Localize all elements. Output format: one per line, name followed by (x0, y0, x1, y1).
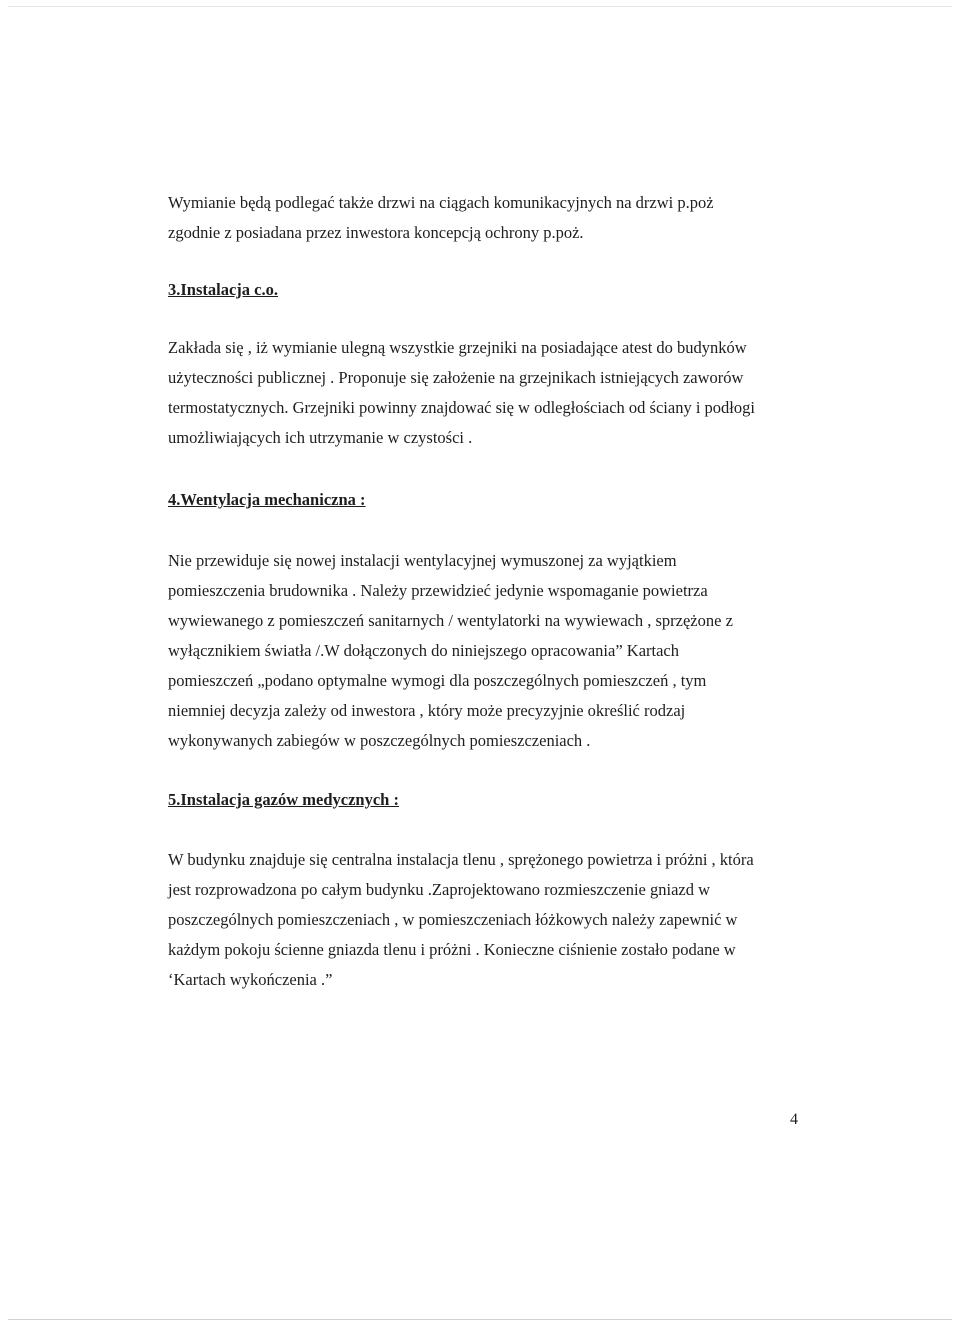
section-3-body (168, 333, 828, 453)
text-line: jest rozprowadzona po całym budynku .Zaprojektowano rozmieszczenie gniazd w (168, 880, 711, 899)
text-line: W budynku znajduje się centralna instalacja tlenu , sprężonego powietrza i próżni , która (168, 850, 754, 869)
text-line: Nie przewiduje się nowej instalacji wentylacyjnej wymuszonej za wyjątkiem (168, 551, 677, 570)
intro-paragraph (168, 188, 828, 248)
text-line: zgodnie z posiadana przez inwestora koncepcją ochrony p.poż. (168, 223, 584, 242)
page-bottom-edge (8, 1319, 952, 1320)
text-line: pomieszczenia brudownika . Należy przewidzieć jedynie wspomaganie powietrza (168, 581, 708, 600)
text-line: poszczególnych pomieszczeniach , w pomieszczeniach łóżkowych należy zapewnić w (168, 910, 738, 929)
intro-block (168, 188, 828, 248)
section-4-heading-block (168, 490, 828, 510)
text-line: wywiewanego z pomieszczeń sanitarnych / wentylatorki na wywiewach , sprzężone z (168, 611, 733, 630)
section-5-body (168, 845, 828, 995)
text-line: wyłącznikiem światła /.W dołączonych do niniejszego opracowania” Kartach (168, 641, 679, 660)
text-line: wykonywanych zabiegów w poszczególnych pomieszczeniach . (168, 731, 591, 750)
text-line: niemniej decyzja zależy od inwestora , który może precyzyjnie określić rodzaj (168, 701, 686, 720)
section-heading: 3.Instalacja c.o. (168, 280, 278, 299)
section-heading: 4.Wentylacja mechaniczna : (168, 490, 366, 509)
text-line: użyteczności publicznej . Proponuje się założenie na grzejnikach istniejących zaworów (168, 368, 744, 387)
text-line: każdym pokoju ścienne gniazda tlenu i próżni . Konieczne ciśnienie zostało podane w (168, 940, 736, 959)
text-line: ‘Kartach wykończenia .” (168, 970, 333, 989)
text-line: Wymianie będą podlegać także drzwi na ciągach komunikacyjnych na drzwi p.poż (168, 193, 714, 212)
section-paragraph (168, 845, 828, 995)
page-number: 4 (790, 1111, 798, 1128)
section-5-heading-block (168, 790, 828, 810)
text-line: termostatycznych. Grzejniki powinny znajdować się w odległościach od ściany i podłogi (168, 398, 755, 417)
text-line: Zakłada się , iż wymianie ulegną wszystkie grzejniki na posiadające atest do budynków (168, 338, 747, 357)
text-line: pomieszczeń „podano optymalne wymogi dla poszczególnych pomieszczeń , tym (168, 671, 707, 690)
section-paragraph (168, 333, 828, 453)
page-top-edge (8, 6, 952, 7)
section-heading: 5.Instalacja gazów medycznych : (168, 790, 399, 809)
text-line: umożliwiających ich utrzymanie w czystości . (168, 428, 473, 447)
section-3-heading-block (168, 280, 828, 300)
section-paragraph (168, 546, 828, 756)
section-4-body (168, 546, 828, 756)
